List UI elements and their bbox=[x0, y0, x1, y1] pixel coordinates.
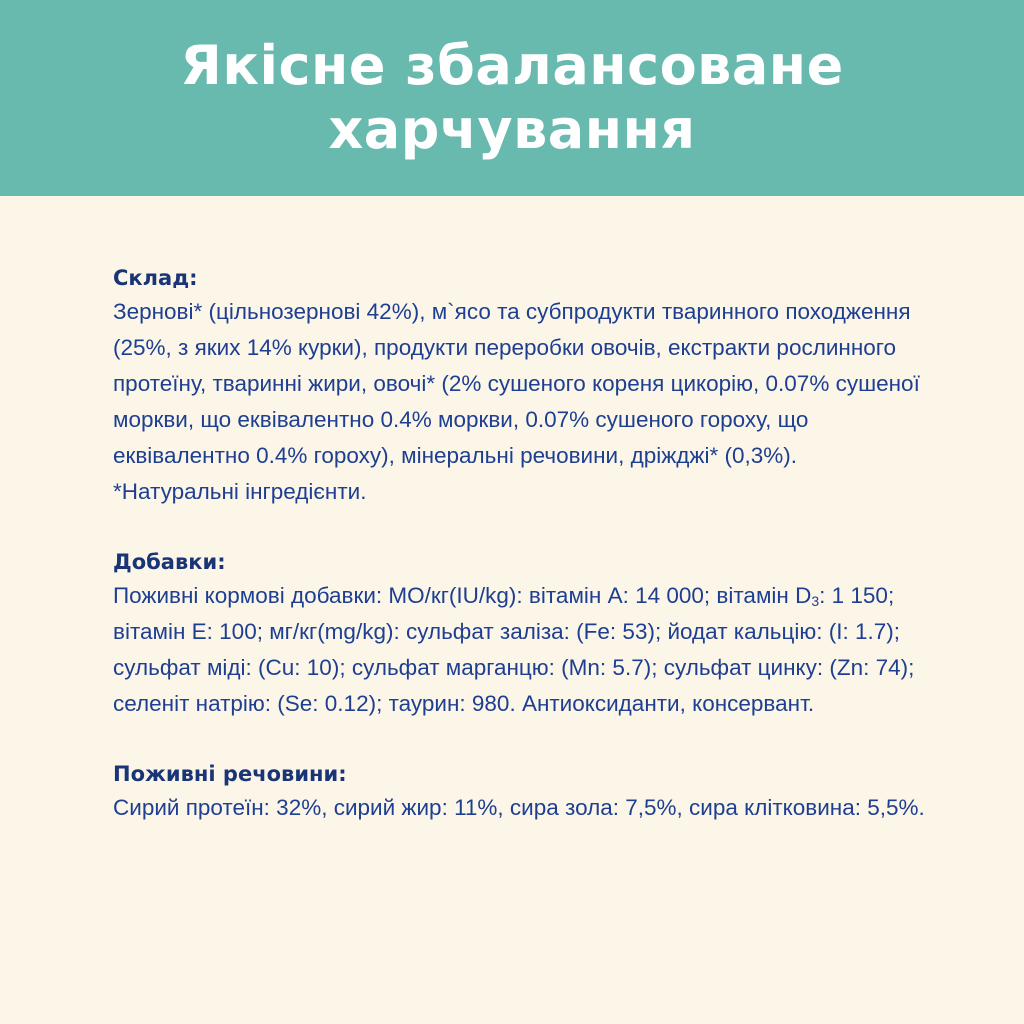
composition-heading: Склад: bbox=[113, 266, 198, 290]
nutrients-heading: Поживні речовини: bbox=[113, 762, 347, 786]
additives-text-part-2: : 1 150; вітамін Е: 100; мг/кг(mg/kg): сульфат заліза: (Fe: 53); йодат кальцію: (I: 1.7); сульфат міді: (Cu: 10); сульфат марганцю: (Mn: 5.7); сульфат цинку: (Zn: 74); селеніт натрію: (Se: 0.12); таурин: 980. Антиоксиданти, консервант. bbox=[113, 583, 915, 716]
composition-footnote: *Натуральні інгредієнти. bbox=[113, 479, 367, 504]
additives-section bbox=[113, 546, 943, 722]
composition-section bbox=[113, 262, 943, 510]
additives-text bbox=[113, 578, 943, 722]
composition-text: Зернові* (цільнозернові 42%), м`ясо та субпродукти тваринного походження (25%, з яких 14% курки), продукти переробки овочів, екстракти рослинного протеїну, тваринні жири, овочі* (2% сушеного кореня цикорію, 0.07% сушеної моркви, що еквівалентно 0.4% моркви, 0.07% сушеного гороху, що еквівалентно 0.4% гороху), мінеральні речовини, дріжджі* (0,3%). bbox=[113, 299, 920, 468]
page-title-line-2: харчування bbox=[328, 98, 696, 161]
nutrients-section bbox=[113, 758, 943, 826]
additives-heading: Добавки: bbox=[113, 550, 226, 574]
product-info bbox=[113, 262, 943, 862]
vitamin-d-subscript: 3 bbox=[811, 593, 820, 609]
additives-text-part-1: Поживні кормові добавки: МО/кг(IU/kg): вітамін А: 14 000; вітамін D bbox=[113, 583, 812, 608]
header-banner bbox=[0, 0, 1024, 196]
page-title-line-1: Якісне збалансоване bbox=[180, 34, 844, 97]
nutrients-text: Сирий протеїн: 32%, сирий жир: 11%, сира зола: 7,5%, сира клітковина: 5,5%. bbox=[113, 795, 925, 820]
